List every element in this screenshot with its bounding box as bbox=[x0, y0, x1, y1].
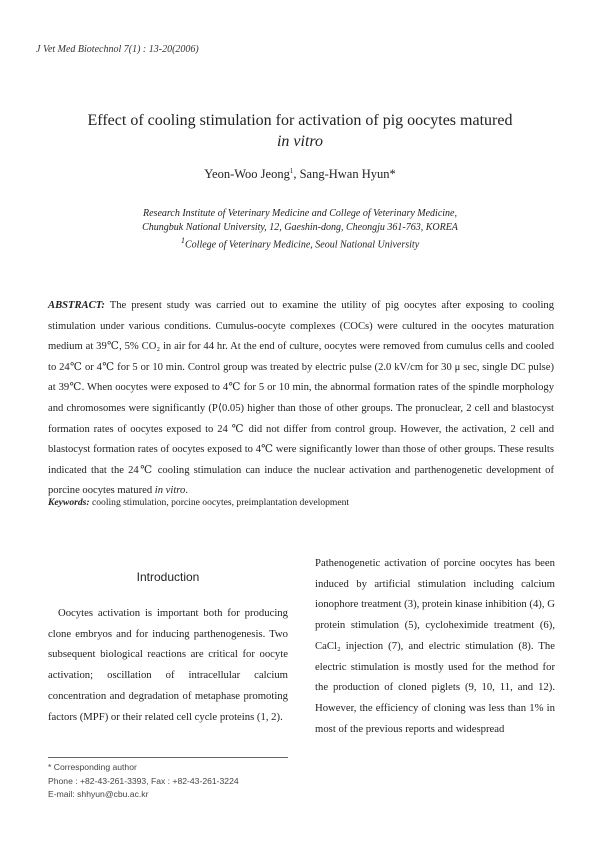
affiliation-mark: 1 bbox=[180, 236, 186, 245]
author-2: Sang-Hwan Hyun* bbox=[299, 167, 396, 182]
keywords-text: cooling stimulation, porcine oocytes, preimplantation development bbox=[91, 497, 350, 508]
section-heading-introduction: Introduction bbox=[136, 570, 200, 584]
abstract-text: The present study was carried out to examine the utility of pig oocytes after exposing to cooling stimulation under various conditions. Cumulus-oocyte complexes (COCs) were cultured in the oocytes maturation medium at 39℃, 5% CO₂ in air for 44 hr. At the end of culture, oocytes were removed from cumulus cells and cooled to 24℃ or 4℃ for 5 or 10 min. Control group was treated by electric pulse (2.0 kV/cm for 30 μ sec, single DC pulse) at 39℃. When oocytes were exposed to 4℃ for 5 or 10 min, the abnormal formation rates of the spindle morphology and chromosomes were significantly (P⟨0.05) higher than those of other groups. The pronuclear, 2 cell and blastocyst formation rates of oocytes exposed to 24 ℃ did not differ from control group. However, the activation, 2 cell and blastocyst formation rates of oocytes exposed to 4℃ were significantly lower than those of other groups. These results indicated that the 24℃ cooling stimulation can induce the nuclear activation and parthenogenetic development of porcine oocytes matured bbox=[48, 300, 555, 497]
title-line-2: in vitro bbox=[276, 133, 324, 150]
journal-reference: J Vet Med Biotechnol 7(1) : 13-20(2006) bbox=[36, 44, 199, 55]
keywords bbox=[48, 497, 349, 508]
footnote-phone-fax: Phone : +82-43-261-3393, Fax : +82-43-261-3224 bbox=[48, 775, 239, 786]
abstract-tail-italic: in vitro bbox=[154, 485, 186, 497]
abstract-label: ABSTRACT: bbox=[48, 300, 105, 311]
footnote-email: E-mail: shhyun@cbu.ac.kr bbox=[48, 789, 149, 799]
intro-left-column bbox=[48, 603, 288, 727]
paper-title bbox=[40, 110, 560, 152]
affiliation-line-2: Chungbuk National University, 12, Gaeshin-dong, Cheongju 361-763, KOREA bbox=[142, 221, 458, 233]
intro-right-column bbox=[315, 553, 555, 739]
title-line-1: Effect of cooling stimulation for activation of pig oocytes matured bbox=[87, 112, 513, 129]
author-list bbox=[40, 167, 560, 182]
intro-left-paragraph: Oocytes activation is important both for producing clone embryos and for inducing parthenogenesis. Two subsequent biological reactions are critical for oocyte activation; oscillation of intracellular calcium concentration and degradation of metaphase promoting factors (MPF) or their related cell cycle proteins (1, 2). bbox=[48, 607, 288, 723]
author-1-affiliation-mark: 1 bbox=[289, 167, 294, 175]
abstract-tail-end: . bbox=[185, 485, 188, 497]
footnote-corresponding: * Corresponding author bbox=[48, 762, 137, 772]
affiliations bbox=[40, 207, 560, 252]
abstract bbox=[48, 296, 554, 502]
footnote bbox=[48, 761, 239, 802]
affiliation-line-1: Research Institute of Veterinary Medicine and College of Veterinary Medicine, bbox=[143, 208, 457, 219]
author-1: Yeon-Woo Jeong bbox=[204, 167, 290, 182]
keywords-label: Keywords: bbox=[48, 497, 90, 508]
footnote-divider bbox=[48, 757, 288, 758]
affiliation-line-3 bbox=[40, 234, 560, 252]
author-separator: , bbox=[293, 167, 300, 182]
affiliation-line-3-text: College of Veterinary Medicine, Seoul National University bbox=[185, 239, 420, 251]
intro-right-paragraph: Pathenogenetic activation of porcine oocytes has been induced by artificial stimulation including calcium ionophore treatment (3), protein kinase inhibition (4), G protein stimulation (5), cycloheximide treatment (6), CaCl₂ injection (7), and electric stimulation (8). The electric stimulation is mostly used for the method for the production of cloned piglets (9, 10, 11, and 12). However, the efficiency of cloning was less than 1% in most of the previous reports and widespread bbox=[315, 557, 555, 735]
